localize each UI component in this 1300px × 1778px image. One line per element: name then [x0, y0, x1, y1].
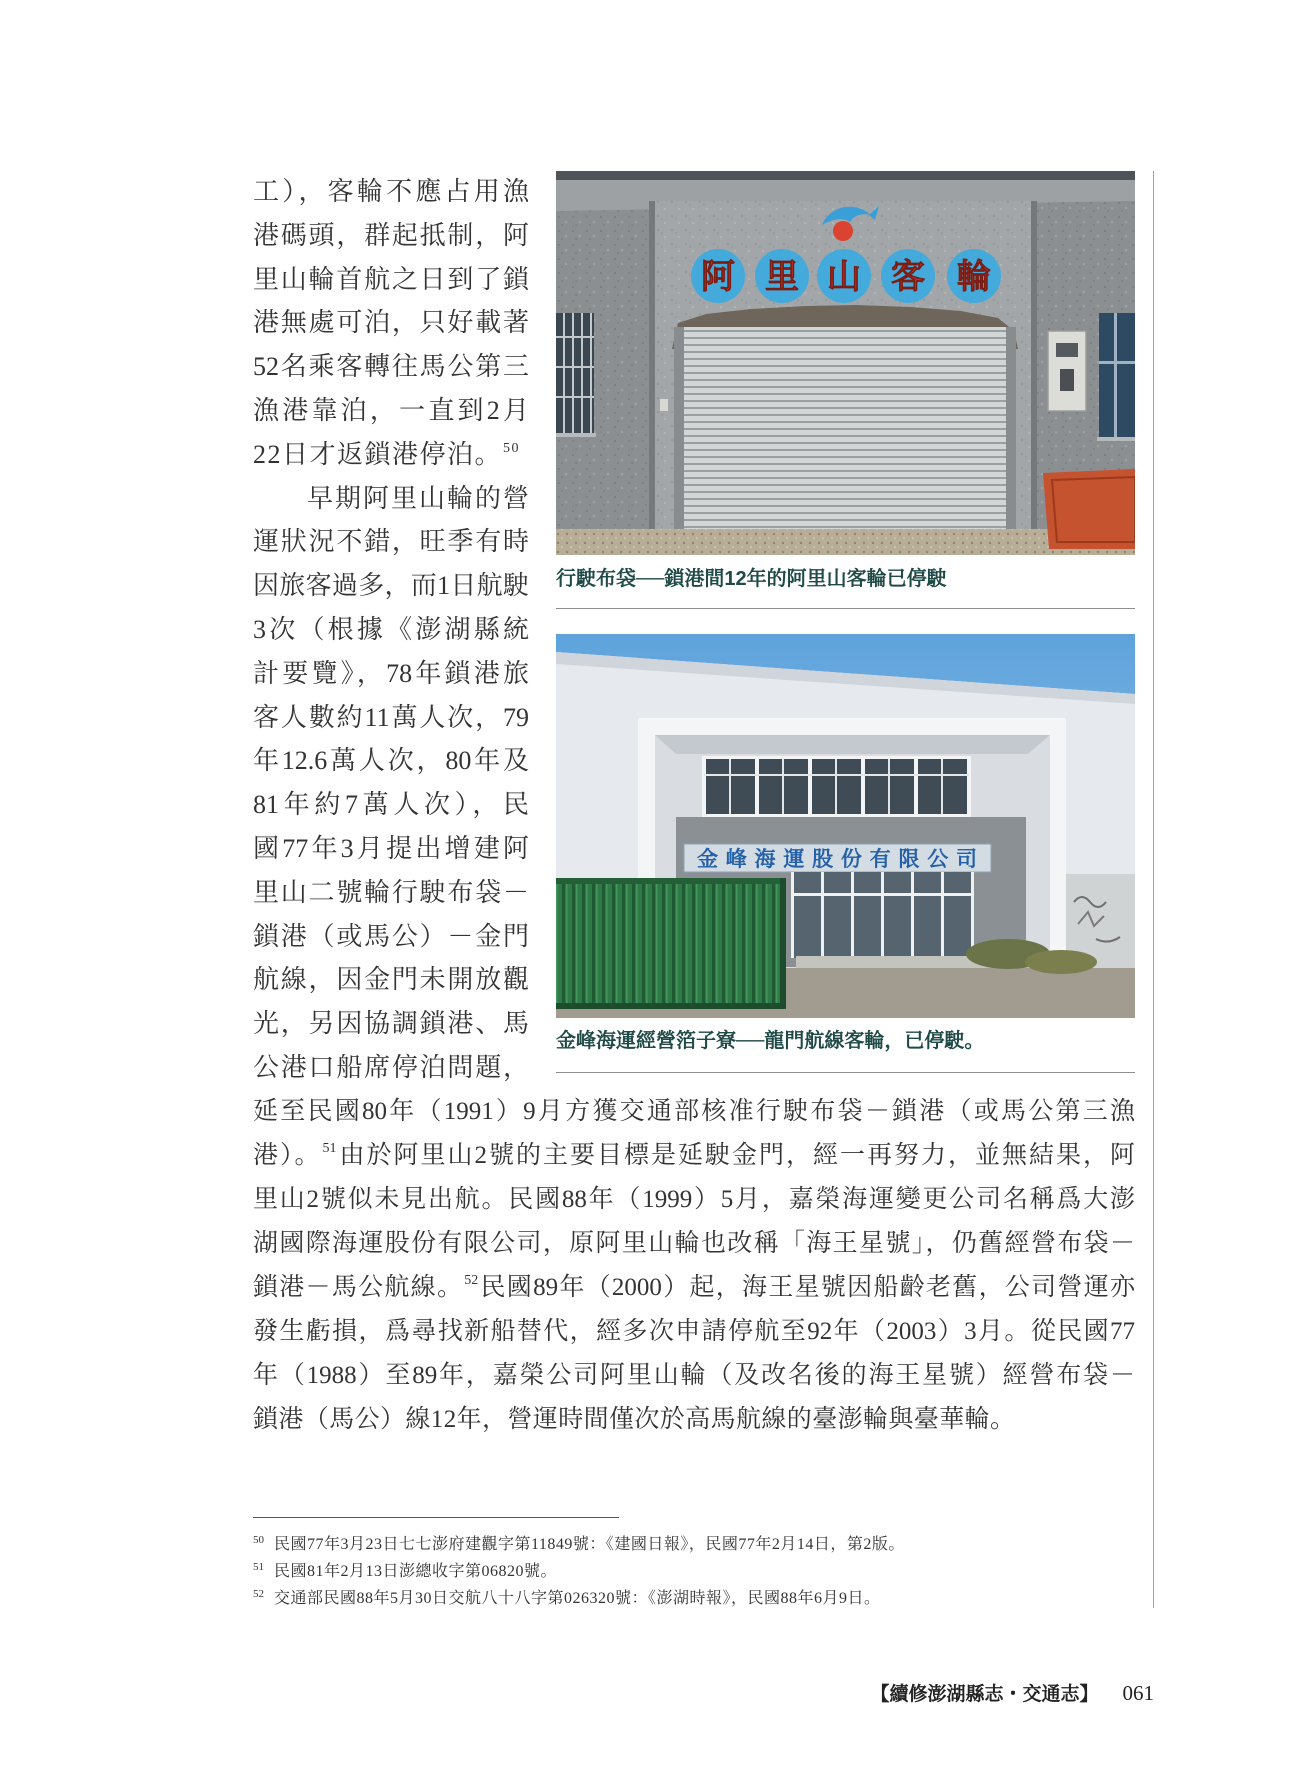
text-line	[253, 433, 529, 477]
signboard-text: 金峰海運股份有限公司	[697, 847, 977, 871]
upper-windows	[702, 756, 971, 817]
text-line: 湖國際海運股份有限公司，原阿里山輪也改稱「海王星號」，仍舊經營布袋－	[253, 1230, 1135, 1257]
text-line: 年（1988）至89年，嘉榮公司阿里山輪（及改名後的海王星號）經營布袋－	[253, 1362, 1135, 1389]
text-line: 鎖港（馬公）線12年，營運時間僅次於高馬航線的臺澎輪與臺華輪。	[253, 1406, 1016, 1433]
text-line: 里山二號輪行駛布袋－	[253, 877, 529, 907]
bush	[1025, 950, 1097, 974]
body-text-column	[253, 170, 529, 1090]
text-line	[253, 1266, 1135, 1310]
switch-plate	[660, 399, 668, 411]
sign-letter: 阿	[701, 257, 735, 297]
glass-doors	[791, 872, 974, 958]
door-jamb	[674, 327, 684, 536]
window-right	[1097, 313, 1135, 441]
footnote-text: 民國77年3月23日七七澎府建觀字第11849號：《建國日報》，民國77年2月14日，第2版。	[274, 1536, 905, 1553]
company-signboard	[684, 844, 991, 872]
footnote-ref: 50	[503, 440, 521, 456]
text-run: 由於阿里山2號的主要目標是延駛金門，經一再努力，並無結果，阿	[337, 1142, 1135, 1169]
text-line: 工），客輪不應占用漁	[253, 177, 529, 206]
footnote-text: 交通部民國88年5月30日交航八十八字第026320號：《澎湖時報》，民國88年6月9日。	[274, 1590, 881, 1607]
entrance-steps	[796, 956, 996, 968]
body-text-full-width	[253, 1090, 1135, 1442]
book-title: 【續修澎湖縣志・交通志】	[870, 1684, 1099, 1705]
text-line: 里山輪首航之日到了鎖	[253, 264, 529, 294]
text-line: 延至民國80年（1991）9月方獲交通部核准行駛布袋－鎖港（或馬公第三漁	[253, 1098, 1135, 1125]
barred-window-left	[556, 313, 596, 437]
column-divider-rule	[1153, 171, 1154, 1608]
pillar-edge	[649, 201, 655, 536]
text-line: 航線，因金門未開放觀	[253, 965, 529, 995]
sign-letter: 山	[827, 257, 861, 297]
text-run: 港）。	[253, 1142, 322, 1169]
text-line: 運狀況不錯，旺季有時	[253, 527, 529, 557]
footnote-text: 民國81年2月13日澎總收字第06820號。	[274, 1563, 558, 1580]
shipping-container	[556, 878, 786, 1009]
page-number: 061	[1122, 1681, 1154, 1705]
footnotes	[253, 1531, 1133, 1612]
text-line: 港碼頭，群起抵制，阿	[253, 220, 529, 250]
text-line: 發生虧損，爲尋找新船替代，經多次申請停航至92年（2003）3月。從民國77	[253, 1318, 1135, 1345]
pillar-edge	[1031, 201, 1037, 536]
roof-edge	[556, 171, 1135, 180]
paragraph-start-line: 早期阿里山輪的營	[307, 483, 529, 513]
footnote-ref: 52	[464, 1273, 479, 1288]
footnote-rule	[253, 1517, 619, 1518]
footnote-ref: 51	[322, 1141, 337, 1156]
footnote	[253, 1585, 1133, 1612]
photo-jinfeng-shipping-office	[556, 634, 1135, 1018]
text-run: 民國89年（2000）起，海王星號因船齡老舊，公司營運亦	[479, 1274, 1135, 1301]
text-line: 光，另因協調鎖港、馬	[253, 1009, 529, 1039]
text-run: 鎖港－馬公航線。	[253, 1274, 464, 1301]
sign-letter: 客	[891, 257, 925, 297]
text-line	[253, 1134, 1135, 1178]
text-line: 52名乘客轉往馬公第三	[253, 352, 529, 382]
rolling-shutter-door	[684, 327, 1006, 536]
photo-alishan-ferry-office	[556, 171, 1135, 555]
text-run: 22日才返鎖港停泊。	[253, 439, 503, 469]
footnote-number: 52	[253, 1588, 264, 1600]
orange-board	[1043, 469, 1135, 549]
text-line: 國77年3月提出增建阿	[253, 833, 529, 863]
footnote	[253, 1558, 1133, 1585]
sign-letter: 里	[765, 257, 799, 297]
text-line: 客人數約11萬人次，79	[253, 702, 529, 732]
text-line: 港無處可泊，只好載著	[253, 308, 529, 338]
text-line: 因旅客過多，而1日航駛	[253, 571, 529, 601]
caption-rule	[556, 608, 1135, 609]
text-line: 漁港靠泊，一直到2月	[253, 395, 529, 425]
caption-rule	[556, 1072, 1135, 1073]
text-line: 鎖港（或馬公）－金門	[253, 921, 529, 951]
door-jamb	[1006, 327, 1016, 536]
recess-soffit	[655, 735, 1050, 754]
electric-meter-box	[1048, 331, 1086, 411]
sign-letter: 輪	[957, 257, 991, 297]
figure-caption: 金峰海運經營箔子寮──龍門航線客輪，已停駛。	[556, 1030, 985, 1052]
text-line: 計要覽》，78年鎖港旅	[253, 658, 529, 688]
text-line: 公港口船席停泊問題，	[253, 1052, 529, 1082]
text-line: 3次（根據《澎湖縣統	[253, 614, 529, 644]
text-line: 年12.6萬人次，80年及	[253, 746, 529, 776]
footnote-number: 50	[253, 1534, 264, 1546]
text-line: 里山2號似未見出航。民國88年（1999）5月，嘉榮海運變更公司名稱爲大澎	[253, 1186, 1135, 1213]
figure-caption: 行駛布袋──鎖港間12年的阿里山客輪已停駛	[556, 568, 947, 590]
footnote	[253, 1531, 1133, 1558]
footnote-number: 51	[253, 1561, 264, 1573]
text-line: 81年約7萬人次），民	[253, 790, 529, 820]
page-footer	[870, 1680, 1154, 1706]
